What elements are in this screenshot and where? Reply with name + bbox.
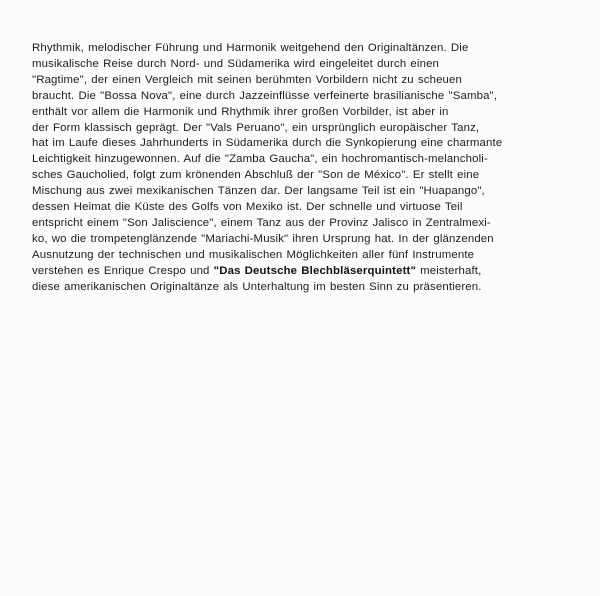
text-line: "Ragtime", der einen Vergleich mit seinen berühmten Vorbildern nicht zu scheuen [32, 73, 463, 86]
text-line: dessen Heimat die Küste des Golfs von Mexiko ist. Der schnelle und virtuose Teil [32, 201, 463, 214]
text-line: sches Gaucholied, folgt zum krönenden Abschluß der "Son de México". Er stellt eine [32, 169, 480, 182]
text-line-with-ensemble-name [32, 264, 577, 280]
text-line: der Form klassisch geprägt. Der "Vals Peruano", ein ursprünglich europäischer Tanz, [32, 121, 480, 134]
text-line: enthält vor allem die Harmonik und Rhythmik ihrer großen Vorbilder, ist aber in [32, 105, 449, 118]
text-line: braucht. Die "Bossa Nova", eine durch Jazzeinflüsse verfeinerte brasilianische "Samba", [32, 89, 498, 102]
text-segment: verstehen es Enrique Crespo und [32, 264, 214, 277]
text-line: Mischung aus zwei mexikanischen Tänzen dar. Der langsame Teil ist ein "Huapango", [32, 185, 485, 198]
liner-notes-text [32, 41, 577, 296]
text-line: musikalische Reise durch Nord- und Südamerika wird eingeleitet durch einen [32, 57, 440, 70]
text-line: hat im Laufe dieses Jahrhunderts in Südamerika durch die Synkopierung eine charmante [32, 137, 503, 150]
text-line: Leichtigkeit hinzugewonnen. Auf die "Zamba Gaucha", ein hochromantisch-melancholi- [32, 153, 488, 166]
ensemble-name: "Das Deutsche Blechbläserquintett" [213, 264, 417, 277]
text-line: entspricht einem "Son Jaliscience", einem Tanz aus der Provinz Jalisco in Zentralmexi- [32, 216, 491, 229]
text-line: diese amerikanischen Originaltänze als Unterhaltung im besten Sinn zu präsentieren. [32, 280, 482, 293]
text-line: ko, wo die trompetenglänzende "Mariachi-Musik" ihren Ursprung hat. In der glänzenden [32, 232, 494, 245]
text-line: Rhythmik, melodischer Führung und Harmonik weitgehend den Originaltänzen. Die [32, 42, 469, 54]
text-segment: meisterhaft, [416, 264, 482, 277]
text-line: Ausnutzung der technischen und musikalischen Möglichkeiten aller fünf Instrumente [32, 248, 475, 261]
